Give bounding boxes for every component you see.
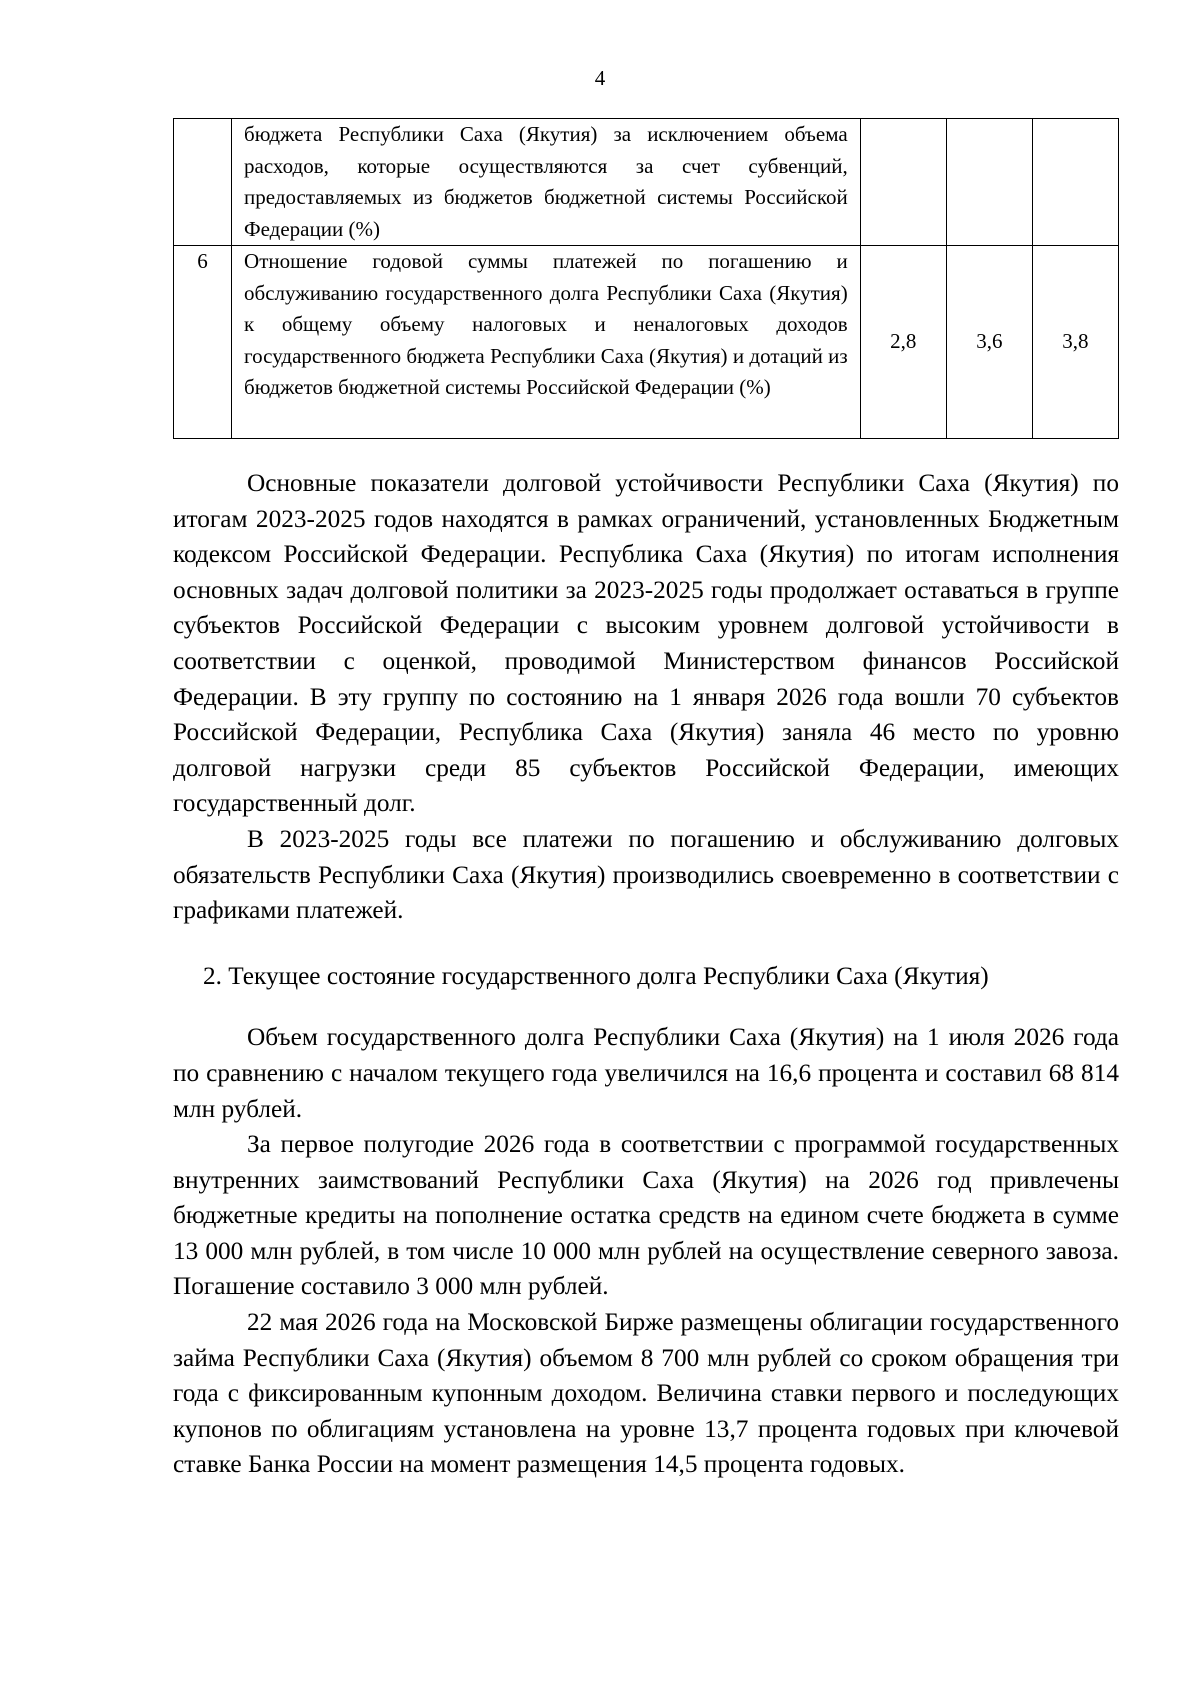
document-body bbox=[173, 466, 1119, 1483]
paragraph-debt-sustainability: Основные показатели долговой устойчивости Республики Саха (Якутия) по итогам 2023-2025 годов находятся в рамках ограничений, установленных Бюджетным кодексом Российской Федерации. Республика Саха (Якутия) по итогам исполнения основных задач долговой политики за 2023-2025 годы продолжает оставаться в группе субъектов Российской Федерации с высоким уровнем долговой устойчивости в соответствии с оценкой, проводимой Министерством финансов Российской Федерации. В эту группу по состоянию на 1 января 2026 года вошли 70 субъектов Российской Федерации, Республика Саха (Якутия) заняла 46 место по уровню долговой нагрузки среди 85 субъектов Российской Федерации, имеющих государственный долг. bbox=[173, 469, 1119, 818]
section-heading: 2. Текущее состояние государственного долга Республики Саха (Якутия) bbox=[203, 961, 989, 990]
indicator-value-2 bbox=[946, 119, 1032, 246]
table-row bbox=[174, 119, 1119, 246]
row-number bbox=[174, 119, 232, 246]
table-row bbox=[174, 246, 1119, 439]
paragraph-borrowings: За первое полугодие 2026 года в соответствии с программой государственных внутренних заимствований Республики Саха (Якутия) на 2026 год привлечены бюджетные кредиты на пополнение остатка средств на едином счете бюджета в сумме 13 000 млн рублей, в том числе 10 000 млн рублей на осуществление северного завоза. Погашение составило 3 000 млн рублей. bbox=[173, 1130, 1119, 1301]
indicator-name: бюджета Республики Саха (Якутия) за исключением объема расходов, которые осуществляются за счет субвенций, предоставляемых из бюджетов бюджетной системы Российской Федерации (%) bbox=[232, 119, 861, 246]
indicator-value-3: 3,8 bbox=[1032, 246, 1118, 439]
indicator-value-3 bbox=[1032, 119, 1118, 246]
indicator-value-1: 2,8 bbox=[860, 246, 946, 439]
row-number: 6 bbox=[174, 246, 232, 439]
indicator-value-1 bbox=[860, 119, 946, 246]
paragraph-bonds: 22 мая 2026 года на Московской Бирже размещены облигации государственного займа Республики Саха (Якутия) объемом 8 700 млн рублей со сроком обращения три года с фиксированным купонным доходом. Величина ставки первого и последующих купонов по облигациям установлена на уровне 13,7 процента годовых при ключевой ставке Банка России на момент размещения 14,5 процента годовых. bbox=[173, 1308, 1119, 1479]
indicators-table bbox=[173, 118, 1119, 439]
paragraph-debt-volume: Объем государственного долга Республики Саха (Якутия) на 1 июля 2026 года по сравнению с началом текущего года увеличился на 16,6 процента и составил 68 814 млн рублей. bbox=[173, 1023, 1119, 1123]
indicator-name: Отношение годовой суммы платежей по погашению и обслуживанию государственного долга Республики Саха (Якутия) к общему объему налоговых и неналоговых доходов государственного бюджета Республики Саха (Якутия) и дотаций из бюджетов бюджетной системы Российской Федерации (%) bbox=[232, 246, 861, 439]
indicator-value-2: 3,6 bbox=[946, 246, 1032, 439]
paragraph-payments: В 2023-2025 годы все платежи по погашению и обслуживанию долговых обязательств Республики Саха (Якутия) производились своевременно в соответствии с графиками платежей. bbox=[173, 824, 1119, 925]
page-number: 4 bbox=[594, 66, 606, 90]
